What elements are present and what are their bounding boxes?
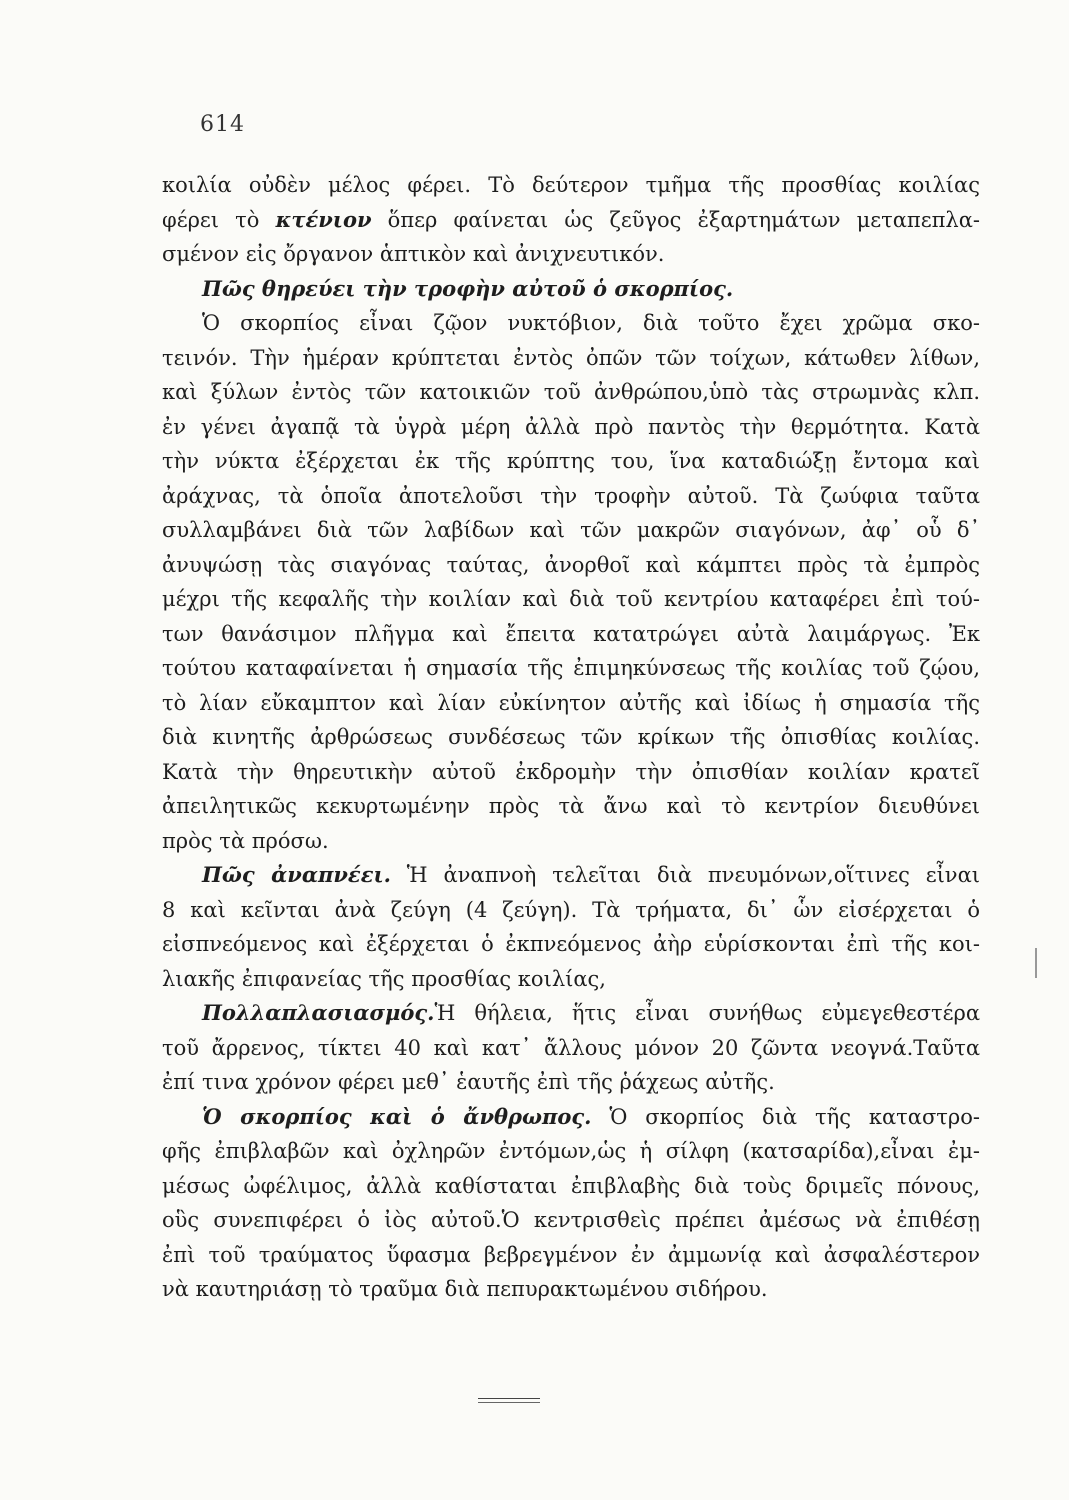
text-line: ἐν γένει ἀγαπᾷ τὰ ὑγρὰ μέρη ἀλλὰ πρὸ παντὸς τὴν θερμότητα. Κατὰ [162, 414, 980, 439]
emphasis-text: Πῶς θηρεύει τὴν τροφὴν αὐτοῦ ὁ σκορπίος. [202, 275, 734, 301]
end-rule [478, 1398, 540, 1399]
text-line: Κατὰ τὴν θηρευτικὴν αὐτοῦ ἐκδρομὴν τὴν ὀπισθίαν κοιλίαν κρατεῖ [162, 759, 980, 784]
text-line: διὰ κινητῆς ἀρθρώσεως συνδέσεως τῶν κρίκων τῆς ὀπισθίας κοιλίας. [162, 725, 980, 749]
margin-mark [1035, 948, 1037, 978]
emphasis-text: κτένιον [275, 206, 372, 232]
section-scorpion-and-man: Ὁ σκορπίος καὶ ὁ ἄνθρωπος. Ὁ σκορπίος διὰ τῆς καταστρο- [202, 1103, 980, 1129]
text-line: καὶ ξύλων ἐντὸς τῶν κατοικιῶν τοῦ ἀνθρώπου,ὑπὸ τὰς στρωμνὰς κλπ. [162, 380, 980, 404]
text-line: ἐπὶ τοῦ τραύματος ὕφασμα βεβρεγμένον ἐν ἀμμωνίᾳ καὶ ἀσφαλέστερον [162, 1242, 980, 1267]
end-rule-secondary [478, 1402, 540, 1403]
text-line: ἀράχνας, τὰ ὁποῖα ἀποτελοῦσι τὴν τροφὴν αὐτοῦ. Τὰ ζωύφια ταῦτα [162, 483, 980, 508]
text-line: Ὁ σκορπίος εἶναι ζῷον νυκτόβιον, διὰ τοῦτο ἔχει χρῶμα σκο- [202, 311, 980, 335]
text-line: πρὸς τὰ πρόσω. [162, 828, 329, 853]
section-reproduction: Πολλαπλασιασμός.Ἡ θήλεια, ἥτις εἶναι συνήθως εὐμεγεθεστέρα [202, 1000, 980, 1025]
section-breathing: Πῶς ἀναπνέει. Ἡ ἀναπνοὴ τελεῖται διὰ πνευμόνων,οἵτινες εἶναι [202, 862, 980, 887]
text-line: τοῦ ἄρρενος, τίκτει 40 καὶ κατ᾽ ἄλλους μόνον 20 ζῶντα νεογνά.Ταῦτα [162, 1035, 980, 1060]
text-line: τὴν νύκτα ἐξέρχεται ἐκ τῆς κρύπτης του, ἵνα καταδιώξῃ ἔντομα καὶ [162, 449, 980, 473]
body-text [162, 168, 980, 1307]
text-line: κοιλία οὐδὲν μέλος φέρει. Τὸ δεύτερον τμῆμα τῆς προσθίας κοιλίας [162, 173, 980, 197]
text-line: ἐπί τινα χρόνον φέρει μεθ᾽ ἑαυτῆς ἐπὶ τῆς ῥάχεως αὐτῆς. [162, 1070, 775, 1094]
page-number: 614 [200, 112, 245, 137]
emphasis-text: Πῶς ἀναπνέει. [202, 862, 391, 887]
text-line: συλλαμβάνει διὰ τῶν λαβίδων καὶ τῶν μακρῶν σιαγόνων, ἀφ᾽ οὗ δ᾽ [162, 518, 980, 542]
text-line: 8 καὶ κεῖνται ἀνὰ ζεύγη (4 ζεύγη). Τὰ τρήματα, δι᾽ ὧν εἰσέρχεται ὁ [162, 897, 980, 922]
text-line: ἀπειλητικῶς κεκυρτωμένην πρὸς τὰ ἄνω καὶ τὸ κεντρίον διευθύνει [162, 794, 980, 818]
text-line: εἰσπνεόμενος καὶ ἐξέρχεται ὁ ἐκπνεόμενος ἀὴρ εὑρίσκονται ἐπὶ τῆς κοι- [162, 932, 980, 956]
text-line: τεινόν. Τὴν ἡμέραν κρύπτεται ἐντὸς ὀπῶν τῶν τοίχων, κάτωθεν λίθων, [162, 345, 980, 370]
text-line: των θανάσιμον πλῆγμα καὶ ἔπειτα κατατρώγει αὐτὰ λαιμάργως. Ἐκ [162, 621, 980, 646]
emphasis-text: Πολλαπλασιασμός. [202, 1000, 435, 1025]
text-line: φέρει τὸ κτένιον ὅπερ φαίνεται ὡς ζεῦγος ἐξαρτημάτων μεταπεπλα- [162, 206, 980, 232]
text-line: μέσως ὠφέλιμος, ἀλλὰ καθίσταται ἐπιβλαβὴς διὰ τοὺς δριμεῖς πόνους, [162, 1173, 980, 1198]
text-line: οὓς συνεπιφέρει ὁ ἰὸς αὐτοῦ.Ὁ κεντρισθεὶς πρέπει ἀμέσως νὰ ἐπιθέσῃ [162, 1208, 980, 1232]
emphasis-text: Ὁ σκορπίος καὶ ὁ ἄνθρωπος. [202, 1103, 592, 1129]
text-line: νὰ καυτηριάσῃ τὸ τραῦμα διὰ πεπυρακτωμένου σιδήρου. [162, 1277, 768, 1301]
text-line: ἀνυψώσῃ τὰς σιαγόνας ταύτας, ἀνορθοῖ καὶ κάμπτει πρὸς τὰ ἐμπρὸς [162, 552, 980, 577]
text-line: τὸ λίαν εὔκαμπτον καὶ λίαν εὐκίνητον αὐτῆς καὶ ἰδίως ἡ σημασία τῆς [162, 690, 980, 715]
text-line: φῆς ἐπιβλαβῶν καὶ ὀχληρῶν ἐντόμων,ὡς ἡ σίλφη (κατσαρίδα),εἶναι ἐμ- [162, 1139, 980, 1163]
section-heading-hunting [162, 272, 980, 307]
text-line: σμένον εἰς ὄργανον ἁπτικὸν καὶ ἀνιχνευτικόν. [162, 242, 665, 266]
text-line: μέχρι τῆς κεφαλῆς τὴν κοιλίαν καὶ διὰ τοῦ κεντρίου καταφέρει ἐπὶ τού- [162, 587, 980, 611]
text-line: τούτου καταφαίνεται ἡ σημασία τῆς ἐπιμηκύνσεως τῆς κοιλίας τοῦ ζῴου, [162, 656, 980, 680]
text-line: λιακῆς ἐπιφανείας τῆς προσθίας κοιλίας, [162, 966, 606, 991]
